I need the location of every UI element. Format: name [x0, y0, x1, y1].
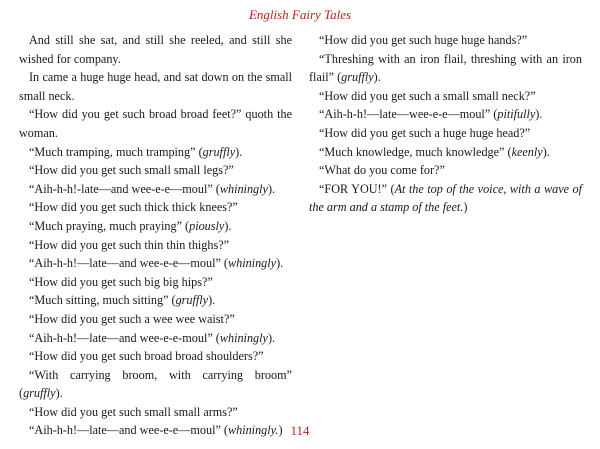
paragraph-tail: ).: [276, 256, 284, 271]
paragraph-tail: ).: [373, 70, 381, 85]
paragraph-text: “How did you get such thick thick knees?”: [29, 200, 238, 215]
paragraph: [19, 31, 292, 68]
paragraph-text: “How did you get such thin thin thighs?”: [29, 237, 230, 252]
paragraph-tail: ).: [208, 293, 216, 308]
paragraph: [19, 254, 292, 273]
paragraph-text: “Aih-h-h!—late—and wee-e-e-moul” (: [29, 330, 220, 345]
paragraph: [19, 329, 292, 348]
stage-direction: whiningly.: [227, 423, 279, 438]
paragraph-text: “What do you come for?”: [319, 163, 445, 178]
left-column: [19, 31, 292, 440]
paragraph: [309, 87, 582, 106]
paragraph: [19, 236, 292, 255]
paragraph-text: “How did you get such huge huge hands?”: [319, 33, 528, 47]
paragraph: [309, 124, 582, 143]
paragraph: [309, 105, 582, 124]
stage-direction: gruffly: [175, 293, 209, 308]
paragraph-text: “How did you get such big big hips?”: [29, 274, 213, 289]
running-header: English Fairy Tales: [248, 7, 352, 22]
paragraph-text: In came a huge huge head, and sat down on the small small neck.: [19, 70, 292, 103]
paragraph: [19, 161, 292, 180]
paragraph: [19, 68, 292, 105]
paragraph: [19, 217, 292, 236]
paragraph-text: “How did you get such a huge huge head?”: [319, 125, 531, 140]
paragraph-text: “How did you get such broad broad feet?” quoth the woman.: [19, 107, 292, 140]
paragraph-text: “Aih-h-h!—late—and wee-e-e—moul” (: [29, 256, 228, 271]
paragraph-tail: ).: [267, 330, 276, 345]
paragraph: [309, 161, 582, 180]
stage-direction: gruffly: [23, 386, 56, 401]
paragraph-text: “Threshing with an iron flail, threshing with an iron flail” (: [309, 51, 582, 85]
paragraph: [309, 50, 582, 87]
page-number: 114: [290, 423, 310, 438]
paragraph-text: “Aih-h-h!—late—wee-e-e—moul” (: [319, 107, 498, 122]
paragraph-tail: ).: [542, 144, 550, 159]
paragraph: [19, 403, 292, 422]
paragraph: [309, 31, 582, 50]
stage-direction: pitifully: [497, 107, 536, 122]
paragraph-text: “Much tramping, much tramping” (: [29, 144, 203, 159]
paragraph: [19, 273, 292, 292]
stage-direction: whiningly: [219, 181, 268, 196]
paragraph-text: “How did you get such a wee wee waist?”: [29, 311, 235, 326]
paragraph-text: “FOR YOU!” (: [319, 181, 395, 196]
paragraph-text: “With carrying broom, with carrying broom” (: [19, 367, 292, 401]
paragraph-text: And still she sat, and still she reeled, and still she wished for company.: [19, 33, 292, 66]
stage-direction: piously: [189, 218, 225, 233]
paragraph: [309, 143, 582, 162]
paragraph: [19, 366, 292, 403]
paragraph-tail: ).: [535, 107, 543, 122]
paragraph-text: “How did you get such a small small neck?”: [319, 88, 536, 103]
stage-direction: At the top of the voice, with a wave of the arm and a stamp of the feet.: [309, 181, 582, 215]
paragraph-text: “Much praying, much praying” (: [29, 218, 190, 233]
paragraph-text: “Much sitting, much sitting” (: [29, 293, 176, 308]
paragraph-text: “Aih-h-h!—late—and wee-e-e—moul” (: [29, 423, 228, 438]
paragraph: [19, 105, 292, 142]
paragraph: [19, 347, 292, 366]
paragraph: [19, 198, 292, 217]
paragraph: [19, 310, 292, 329]
paragraph-text: “Aih-h-h!-late—and wee-e-e—moul” (: [29, 181, 220, 196]
paragraph-tail: ): [463, 200, 468, 215]
stage-direction: whiningly: [227, 256, 277, 271]
paragraph: [309, 180, 582, 217]
paragraph-text: “Much knowledge, much knowledge” (: [319, 144, 512, 159]
stage-direction: gruffly: [202, 144, 236, 159]
paragraph-tail: ): [278, 423, 283, 438]
right-column: [309, 31, 582, 217]
paragraph-text: “How did you get such broad broad shoulders?”: [29, 349, 264, 364]
paragraph-text: “How did you get such small small arms?”: [29, 404, 238, 419]
stage-direction: gruffly: [341, 70, 374, 85]
paragraph-tail: ).: [224, 218, 232, 233]
paragraph-tail: ).: [235, 144, 243, 159]
paragraph-text: “How did you get such small small legs?”: [29, 163, 234, 178]
paragraph: [19, 291, 292, 310]
paragraph-tail: ).: [55, 386, 63, 401]
stage-direction: whiningly: [219, 330, 268, 345]
paragraph-tail: ).: [267, 181, 276, 196]
paragraph: [19, 143, 292, 162]
stage-direction: keenly: [511, 144, 543, 159]
paragraph: [19, 180, 292, 199]
